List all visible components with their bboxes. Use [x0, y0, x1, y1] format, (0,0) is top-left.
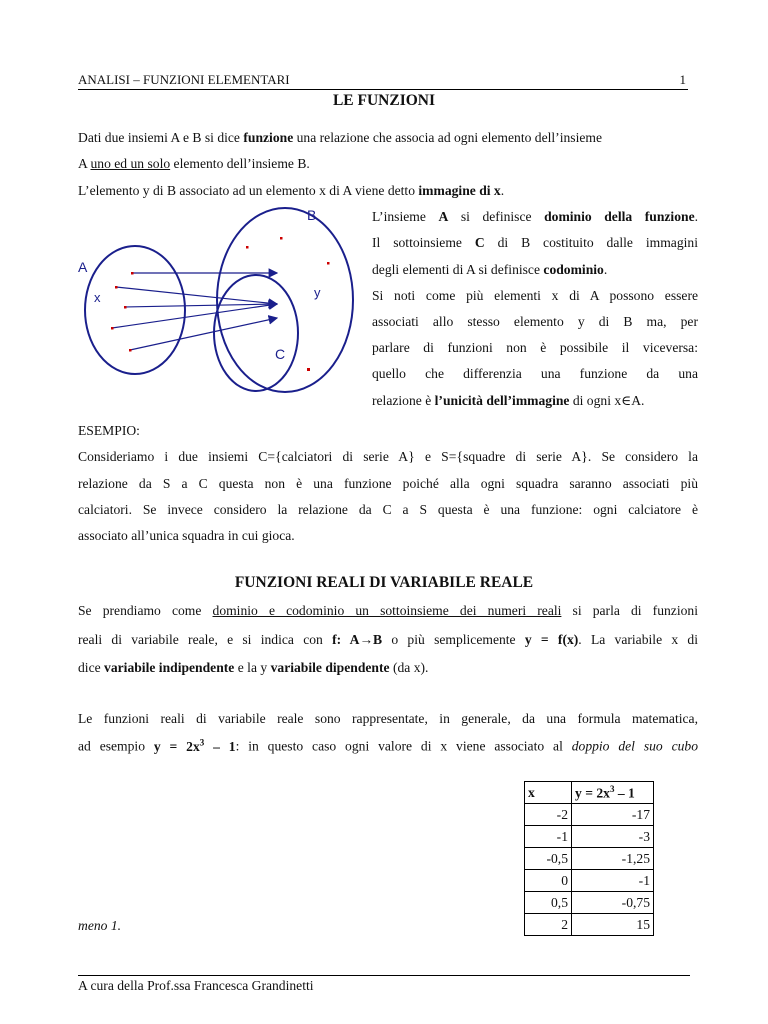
label-set-a: A — [78, 259, 88, 275]
footer-text: A cura della Prof.ssa Francesca Grandinetti — [78, 978, 314, 993]
section2-line-1: Se prendiamo come dominio e codominio un sottoinsieme dei numeri reali si parla di funzioni — [78, 603, 698, 618]
table-header-y: $y = 2x^3 - 1$ — [572, 782, 654, 804]
side-line-1: L’insieme A si definisce dominio della funzione. — [372, 209, 699, 224]
header-title: ANALISI – FUNZIONI ELEMENTARI — [78, 72, 290, 87]
section2-line-6: meno 1. — [78, 918, 122, 933]
table-cell-x: 0 — [525, 870, 572, 892]
table-cell-y: -0,75 — [572, 892, 654, 914]
table-header-x: x — [525, 782, 572, 804]
table-cell-y: -1,25 — [572, 848, 654, 870]
table-cell-x: -0,5 — [525, 848, 572, 870]
section2-line-3: dice variabile indipendente e la y variabile dipendente (da x). — [78, 660, 429, 675]
set-a-ellipse — [85, 246, 185, 374]
table-cell-y: -3 — [572, 826, 654, 848]
table-row — [525, 804, 654, 826]
label-set-b: B — [307, 207, 317, 223]
table-cell-y: 15 — [572, 914, 654, 936]
table-header-row — [525, 782, 654, 804]
section2-line-4: Le funzioni reali di variabile reale sono rappresentate, in generale, da una formula matematica, — [78, 711, 698, 726]
intro-line-3: L’elemento y di B associato ad un elemento x di A viene detto immagine di x. — [78, 183, 505, 198]
table-cell-y: -17 — [572, 804, 654, 826]
label-set-c: C — [275, 346, 286, 362]
side-line-3: degli elementi di A si definisce codominio. — [372, 262, 608, 277]
section2-line-2: reali di variabile reale, e si indica con f: A→B o più semplicemente y = f(x). La variabile x di — [78, 632, 698, 647]
section2-line-5: ad esempio $y = 2x^3 - 1$: in questo caso ogni valore di x viene associato al doppio del suo cubo — [78, 737, 698, 754]
example-line-3: calciatori. Se invece considero la relazione da C a S questa è una funzione: ogni calciatore è — [78, 502, 698, 517]
table-row — [525, 870, 654, 892]
table-row — [525, 914, 654, 936]
table-cell-x: -1 — [525, 826, 572, 848]
example-line-4: associato all’unica squadra in cui gioca. — [78, 528, 295, 543]
table-row — [525, 892, 654, 914]
example-line-2: relazione da S a C questa non è una funzione poiché alla ogni squadra saranno associati più — [78, 476, 698, 491]
intro-line-1: Dati due insiemi A e B si dice funzione una relazione che associa ad ogni elemento dell’insieme — [78, 130, 602, 145]
footer-divider — [78, 975, 690, 976]
label-x: x — [94, 290, 101, 305]
side-line-6: parlare di funzioni non è possibile il viceversa: — [372, 340, 698, 355]
sets-diagram — [70, 200, 360, 415]
table-row — [525, 826, 654, 848]
page-title: LE FUNZIONI — [332, 92, 436, 109]
side-line-5: associati allo stesso elemento y di B ma, per — [372, 314, 698, 329]
table-cell-x: 2 — [525, 914, 572, 936]
example-heading: ESEMPIO: — [78, 423, 140, 438]
page-header — [78, 73, 688, 90]
table-cell-y: -1 — [572, 870, 654, 892]
side-line-7: quello che differenzia una funzione da una — [372, 366, 698, 381]
set-c-ellipse — [214, 275, 298, 391]
table-cell-x: -2 — [525, 804, 572, 826]
table-cell-x: 0,5 — [525, 892, 572, 914]
mapping-arrows — [112, 273, 277, 350]
values-table — [524, 781, 654, 936]
side-line-8: relazione è l’unicità dell’immagine di ogni x∈A. — [372, 393, 645, 408]
section-title: FUNZIONI REALI DI VARIABILE REALE — [234, 574, 534, 591]
page-number: 1 — [679, 72, 686, 87]
label-y: y — [314, 285, 321, 300]
side-line-4: Si noti come più elementi x di A possono essere — [372, 288, 698, 303]
side-line-2: Il sottoinsieme C di B costituito dalle immagini — [372, 235, 698, 250]
example-line-1: Consideriamo i due insiemi C={calciatori di serie A} e S={squadre di serie A}. Se considero la — [78, 449, 698, 465]
table-row — [525, 848, 654, 870]
intro-line-2: A uno ed un solo elemento dell’insieme B. — [78, 156, 310, 171]
